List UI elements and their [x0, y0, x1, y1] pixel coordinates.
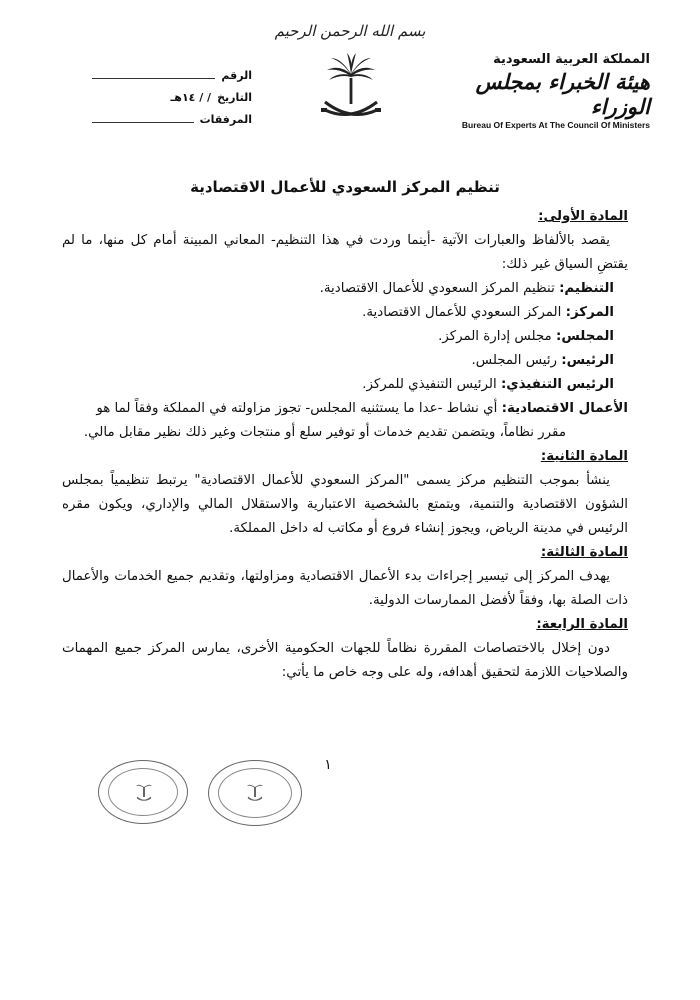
- definition-continued: مقرر نظاماً، ويتضمن تقديم خدمات أو توفير سلع أو منتجات وغير ذلك نظير مقابل مالي.: [83, 425, 566, 440]
- definition-meaning: الرئيس التنفيذي للمركز.: [362, 377, 501, 392]
- kingdom-name: المملكة العربية السعودية: [493, 52, 650, 67]
- number-field: [92, 60, 252, 82]
- bureau-english-name: Bureau Of Experts At The Council Of Ministers: [461, 120, 650, 130]
- article-4-text: دون إخلال بالاختصاصات المقررة نظاماً للجهات الحكومية الأخرى، يمارس المركز جميع المهمات والصلاحيات اللازمة لتحقيق أهدافه، وله على وجه خاص ما يأتي:: [62, 641, 628, 680]
- page-number: ١: [324, 757, 332, 773]
- date-value: / / ١٤هـ: [170, 91, 212, 104]
- saudi-emblem-icon: [319, 50, 383, 126]
- definition-term: المجلس:: [556, 329, 614, 344]
- letterhead: [460, 52, 650, 130]
- definition-item: [62, 277, 614, 301]
- basmala: بسم الله الرحمن الرحيم: [274, 22, 426, 40]
- official-stamp: [208, 760, 302, 826]
- number-label: الرقم: [221, 69, 252, 82]
- definition-meaning: رئيس المجلس.: [471, 353, 562, 368]
- definition-item: [62, 373, 614, 397]
- official-stamp: [98, 760, 188, 824]
- article-2-heading: المادة الثانية:: [540, 449, 628, 464]
- article-3-text: يهدف المركز إلى تيسير إجراءات بدء الأعمال الاقتصادية ومزاولتها، وتقديم جميع الخدمات والأعمال ذات الصلة بها، وفقاً لأفضل الممارسات الدولية.: [62, 569, 628, 608]
- attachments-line: [92, 121, 194, 123]
- document-title: تنظيم المركز السعودي للأعمال الاقتصادية: [190, 178, 500, 196]
- definition-term: المركز:: [565, 305, 614, 320]
- date-label: التاريخ: [217, 91, 252, 104]
- definition-item: [62, 325, 614, 349]
- stamp-emblem-icon: [135, 781, 153, 803]
- definition-meaning: تنظيم المركز السعودي للأعمال الاقتصادية.: [319, 281, 560, 296]
- definition-term: التنظيم:: [559, 281, 614, 296]
- document-body: [62, 175, 628, 685]
- date-field: [92, 82, 252, 104]
- attachments-field: [92, 104, 252, 126]
- definition-item: [62, 397, 628, 421]
- definition-term: الرئيس التنفيذي:: [500, 377, 614, 392]
- article-1-heading: المادة الأولى:: [538, 209, 628, 224]
- bureau-arabic-name: هيئة الخبراء بمجلس الوزراء: [475, 69, 650, 119]
- number-line: [92, 77, 215, 79]
- definition-meaning: مجلس إدارة المركز.: [438, 329, 556, 344]
- article-4-heading: المادة الرابعة:: [536, 617, 628, 632]
- definition-meaning: المركز السعودي للأعمال الاقتصادية.: [362, 305, 566, 320]
- definition-item: [62, 301, 614, 325]
- reference-fields: [92, 60, 252, 126]
- article-3-heading: المادة الثالثة:: [540, 545, 628, 560]
- article-2-text: ينشأ بموجب التنظيم مركز يسمى "المركز السعودي للأعمال الاقتصادية" يرتبط تنظيمياً بمجلس الشؤون الاقتصادية والتنمية، ويتمتع بالشخصية الاعتبارية والاستقلال المالي والإداري، ويكون مقره الرئيس في مدينة الرياض، ويجوز إنشاء فروع أو مكاتب له داخل المملكة.: [62, 473, 628, 536]
- stamp-emblem-icon: [246, 781, 264, 803]
- article-1-intro: يقصد بالألفاظ والعبارات الآتية -أينما وردت في هذا التنظيم- المعاني المبينة أمام كل منها، ما لم يقتضِ السياق غير ذلك:: [62, 233, 628, 272]
- definition-meaning: أي نشاط -عدا ما يستثنيه المجلس- تجوز مزاولته في المملكة وفقاً لما هو: [96, 401, 502, 416]
- definition-term: الأعمال الاقتصادية:: [501, 401, 628, 416]
- definition-term: الرئيس:: [561, 353, 614, 368]
- attachments-label: المرفقات: [199, 113, 252, 126]
- definition-item: [62, 349, 614, 373]
